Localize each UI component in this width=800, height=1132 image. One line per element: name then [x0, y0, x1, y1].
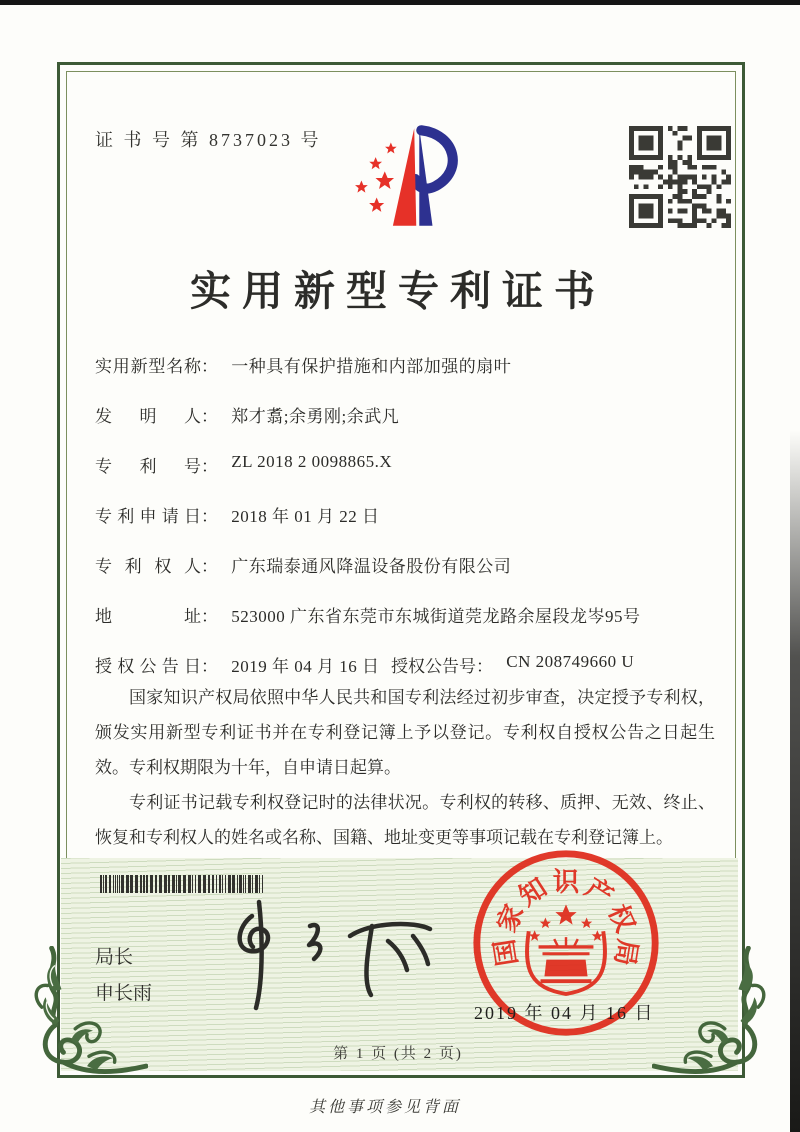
cnipa-logo: [334, 120, 466, 234]
field-pair-grant-number: [391, 652, 634, 677]
commissioner-signature: [222, 896, 442, 1014]
legal-paragraph-2: 专利证书记载专利权登记时的法律状况。专利权的转移、质押、无效、终止、恢复和专利权人的姓名或名称、国籍、地址变更等事项记载在专利登记簿上。: [95, 793, 715, 847]
field-label: 专利申请日: [95, 507, 201, 526]
seal-national-emblem: [527, 904, 605, 994]
certificate-title: 实用新型专利证书: [190, 268, 606, 314]
legal-paragraph-1: 国家知识产权局依照中华人民共和国专利法经过初步审查，决定授予专利权，颁发实用新型专利证书并在专利登记簿上予以登记。专利权自授权公告之日起生效。专利权期限为十年，自申请日起算。: [95, 688, 715, 777]
field-colon: ：: [201, 557, 218, 576]
seal-date: 2019 年 04 月 16 日: [474, 1003, 655, 1023]
field-colon: ：: [476, 657, 493, 676]
field-label: 专利权人: [95, 557, 201, 576]
logo-red-wedge: [393, 128, 416, 225]
corner-flourish-bottom-left: [30, 946, 148, 1084]
field-row-grant: [95, 652, 717, 679]
seal-char: 国: [488, 937, 523, 968]
field-row-name: [95, 352, 717, 379]
seal-char: 家: [491, 900, 530, 937]
field-colon: ：: [201, 357, 218, 376]
field-row-inventor: [95, 402, 717, 429]
seal-char: 权: [602, 900, 641, 937]
certificate-number: 证 书 号 第 8737023 号: [95, 130, 322, 150]
qr-code: [629, 126, 731, 228]
commissioner-title: 局长: [95, 947, 134, 968]
legal-text: [95, 680, 715, 855]
field-row-patentee: [95, 552, 717, 579]
field-colon: ：: [201, 607, 218, 626]
field-value-filing-date: 2018 年 01 月 22 日: [231, 507, 380, 526]
page-number: 第 1 页 (共 2 页): [333, 1046, 463, 1062]
field-value-inventors: 郑才翥;余勇刚;余武凡: [231, 407, 400, 426]
field-label: 授权公告号: [391, 657, 476, 676]
field-row-address: [95, 602, 717, 629]
field-label: 地址: [95, 607, 201, 626]
field-value-patentee: 广东瑞泰通风降温设备股份有限公司: [231, 557, 512, 576]
field-value-address: 523000 广东省东莞市东城街道莞龙路余屋段龙岑95号: [231, 607, 641, 626]
barcode: [100, 875, 315, 893]
logo-p-stem: [419, 128, 432, 225]
commissioner-name: 申长雨: [95, 983, 153, 1004]
field-colon: ：: [201, 457, 218, 476]
seal-char: 产: [579, 872, 619, 912]
scan-edge-right: [790, 0, 800, 1132]
field-value-title: 一种具有保护措施和内部加强的扇叶: [231, 357, 512, 376]
field-value-patent-number: ZL 2018 2 0098865.X: [231, 452, 393, 471]
field-label: 专利号: [95, 457, 201, 476]
field-list: [95, 352, 717, 702]
seal-char: 识: [552, 867, 580, 898]
corner-flourish-bottom-right: [652, 946, 770, 1084]
field-row-filing-date: [95, 502, 717, 529]
scan-edge-top: [0, 0, 800, 5]
seal-char: 局: [609, 937, 644, 968]
seal-char: 知: [513, 872, 553, 912]
field-label: 发明人: [95, 407, 201, 426]
field-value-grant-date: 2019 年 04 月 16 日: [231, 657, 380, 676]
field-colon: ：: [201, 407, 218, 426]
field-row-patent-no: [95, 452, 717, 479]
field-value-grant-number: CN 208749660 U: [506, 652, 635, 671]
logo-stars: [355, 142, 397, 211]
field-label: 实用新型名称: [95, 357, 201, 376]
field-colon: ：: [201, 657, 218, 676]
field-colon: ：: [201, 507, 218, 526]
field-label: 授权公告日: [95, 657, 201, 676]
back-side-note: 其他事项参见背面: [308, 1099, 461, 1116]
